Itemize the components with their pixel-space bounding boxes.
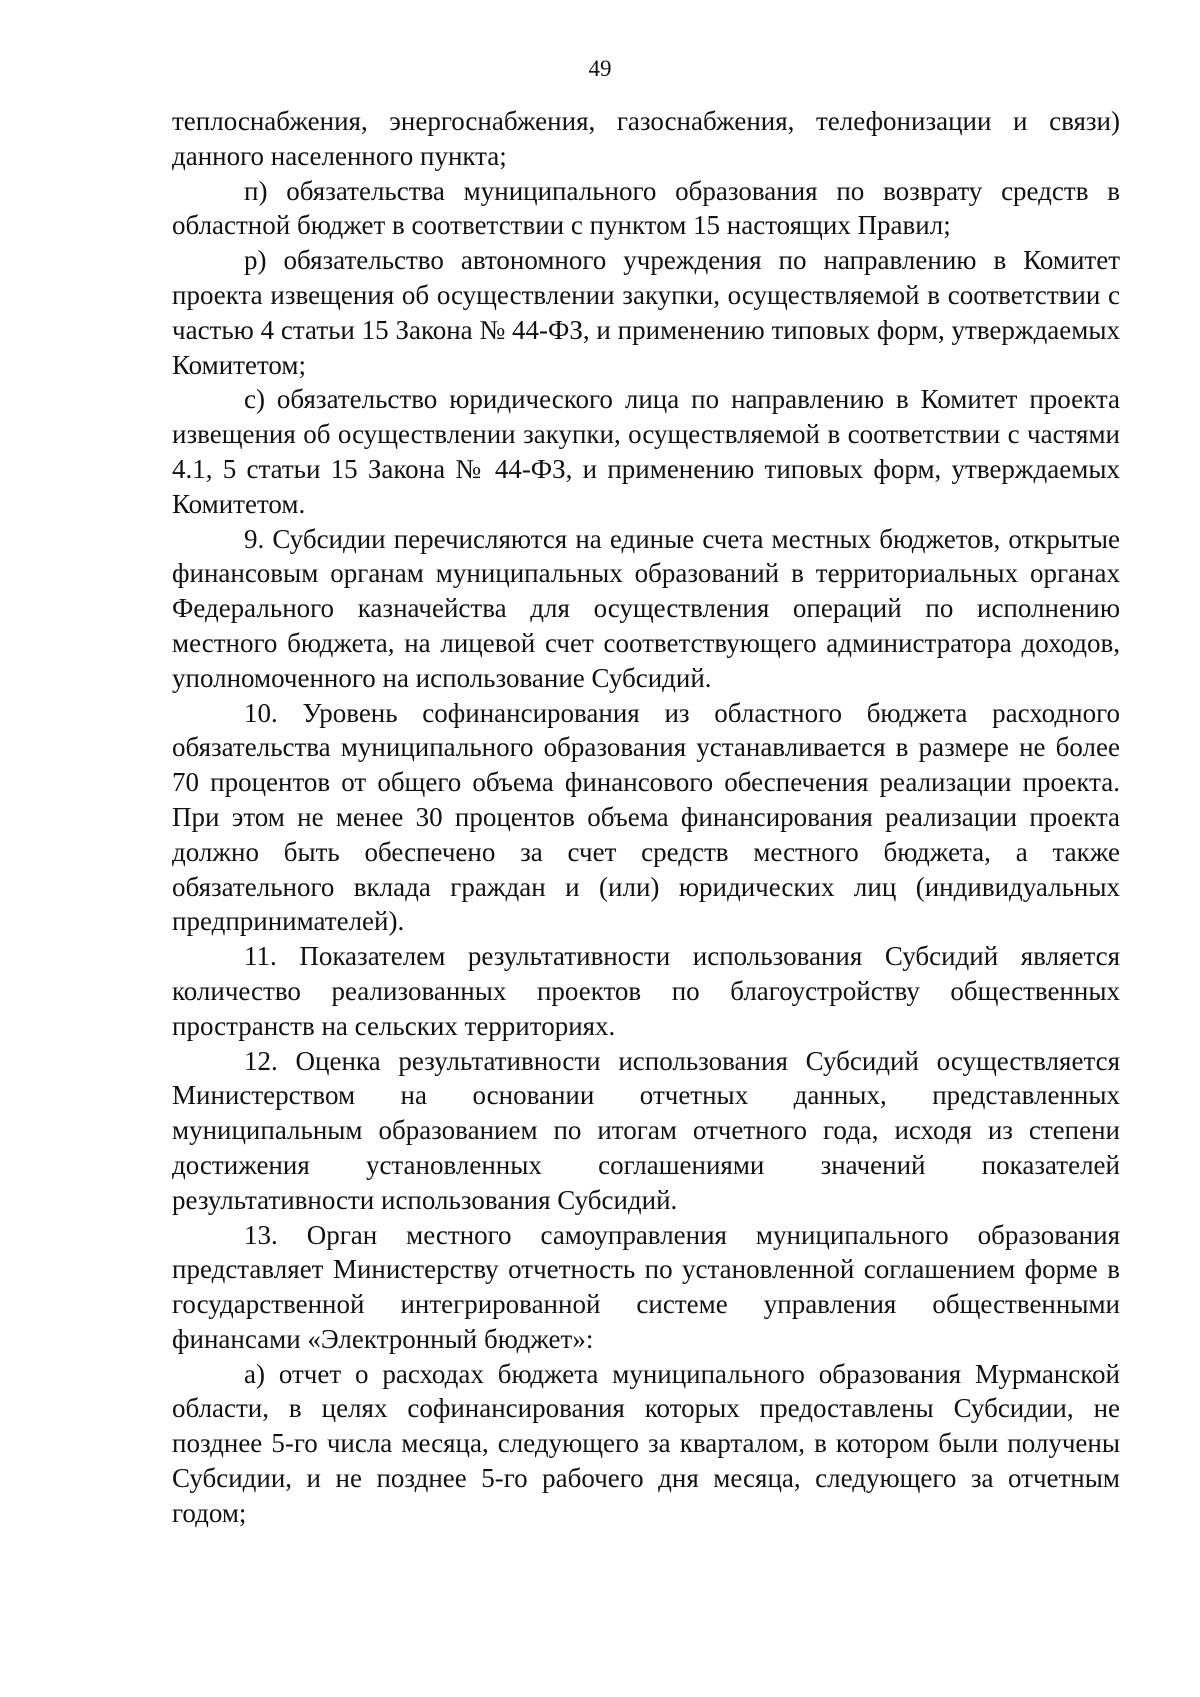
- paragraph-section-12: 12. Оценка результативности использования Субсидий осуществляется Министерством на основании отчетных данных, представленных муниципальным образованием по итогам отчетного года, исходя из степени достижения установленных соглашениями значений показателей результативности использования Субсидий.: [172, 1045, 1120, 1215]
- paragraph-section-9: 9. Субсидии перечисляются на единые счета местных бюджетов, открытые финансовым органам муниципальных образований в территориальных органах Федерального казначейства для осуществления операций по исполнению местного бюджета, на лицевой счет соответствующего администратора доходов, уполномоченного на использование Субсидий.: [172, 523, 1120, 693]
- document-body: [172, 104, 1120, 1531]
- paragraph-item-r: р) обязательство автономного учреждения по направлению в Комитет проекта извещения об осуществлении закупки, осуществляемой в соответствии с частью 4 статьи 15 Закона № 44-ФЗ, и применению типовых форм, утверждаемых Комитетом;: [172, 245, 1120, 380]
- paragraph-section-13: 13. Орган местного самоуправления муниципального образования представляет Министерству отчетность по установленной соглашением форме в государственной интегрированной системе управления общественными финансами «Электронный бюджет»:: [172, 1219, 1120, 1354]
- paragraph-item-p: п) обязательства муниципального образования по возврату средств в областной бюджет в соответствии с пунктом 15 настоящих Правил;: [172, 175, 1120, 241]
- page-number: 49: [588, 56, 612, 81]
- paragraph-item-a: а) отчет о расходах бюджета муниципального образования Мурманской области, в целях софинансирования которых предоставлены Субсидии, не позднее 5-го числа месяца, следующего за кварталом, в котором были получены Субсидии, и не позднее 5-го рабочего дня месяца, следующего за отчетным годом;: [172, 1358, 1120, 1528]
- paragraph-item-s: с) обязательство юридического лица по направлению в Комитет проекта извещения об осуществлении закупки, осуществляемой в соответствии с частями 4.1, 5 статьи 15 Закона № 44-ФЗ, и применению типовых форм, утверждаемых Комитетом.: [172, 384, 1120, 519]
- paragraph-section-11: 11. Показателем результативности использования Субсидий является количество реализованных проектов по благоустройству общественных пространств на сельских территориях.: [172, 941, 1120, 1041]
- paragraph-section-10: 10. Уровень софинансирования из областного бюджета расходного обязательства муниципального образования устанавливается в размере не более 70 процентов от общего объема финансового обеспечения реализации проекта. При этом не менее 30 процентов объема финансирования реализации проекта должно быть обеспечено за счет средств местного бюджета, а также обязательного вклада граждан и (или) юридических лиц (индивидуальных предпринимателей).: [172, 697, 1120, 937]
- paragraph-continuation: теплоснабжения, энергоснабжения, газоснабжения, телефонизации и связи) данного населенного пункта;: [172, 106, 1120, 171]
